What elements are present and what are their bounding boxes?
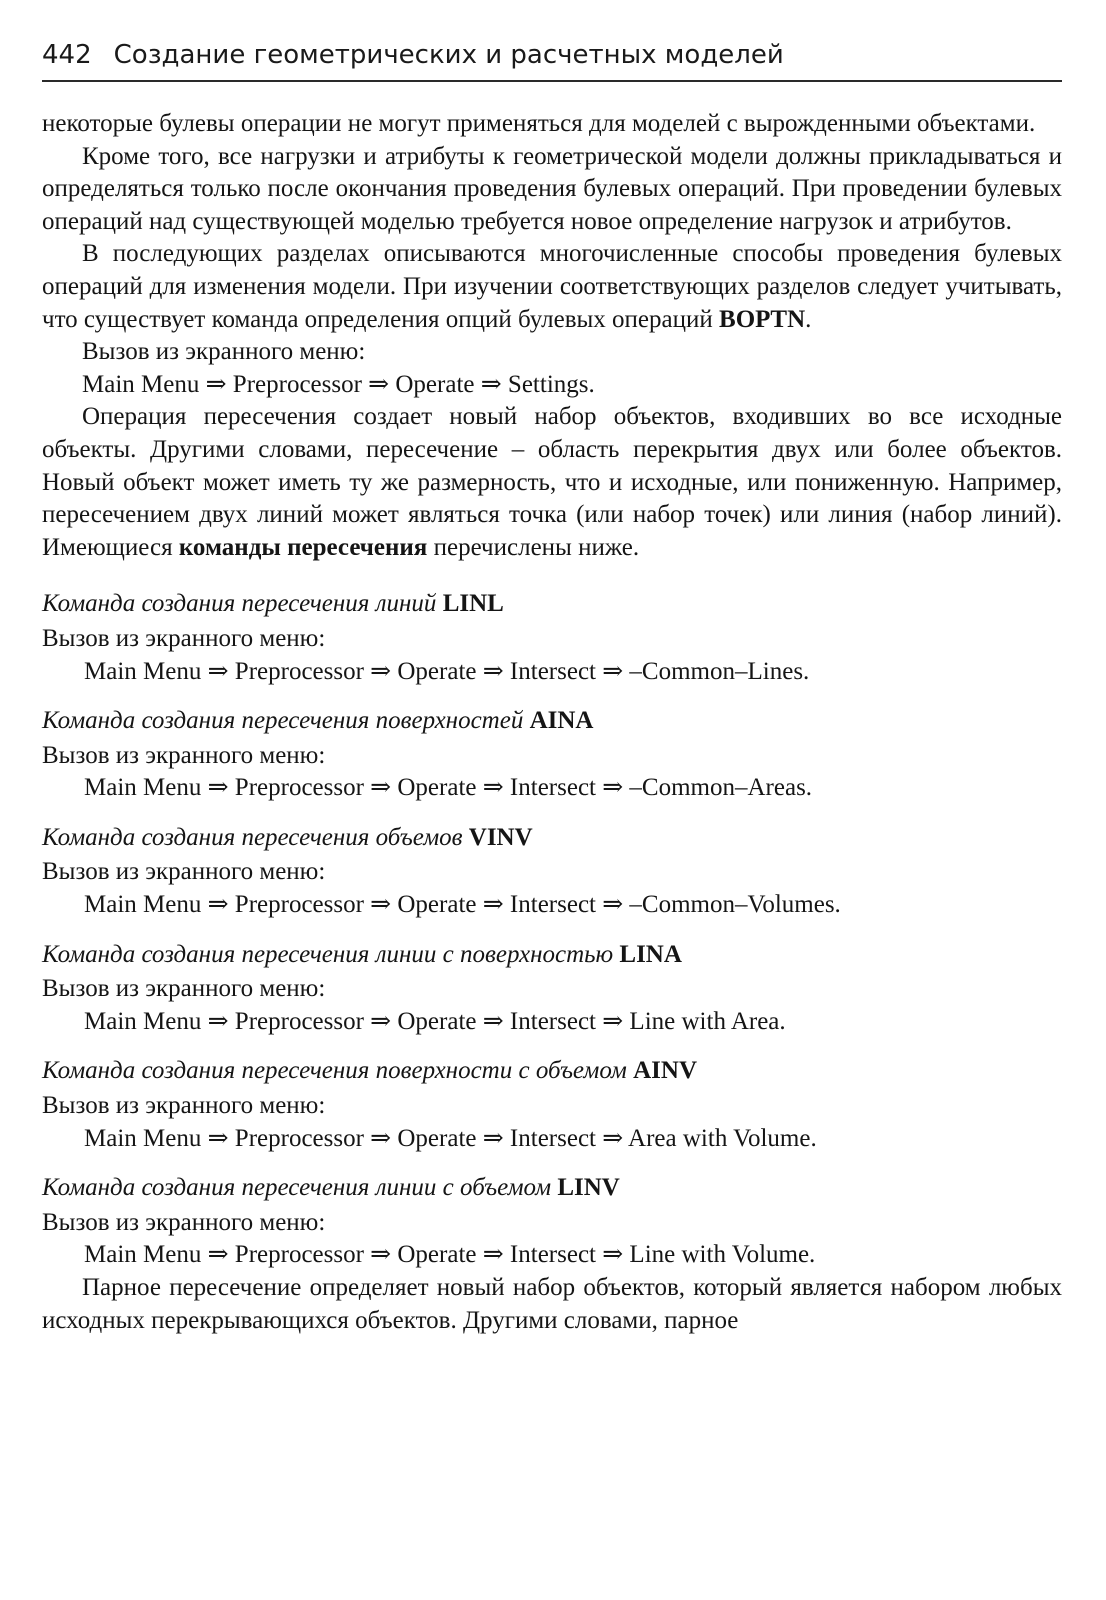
command-title: Команда создания пересечения объемов xyxy=(42,823,463,851)
command-menu-path: Main Menu ⇒ Preprocessor ⇒ Operate ⇒ Intersect ⇒ Line with Volume. xyxy=(84,1241,816,1269)
command-menu-path: Main Menu ⇒ Preprocessor ⇒ Operate ⇒ Intersect ⇒ –Common–Areas. xyxy=(84,774,813,802)
command-code: AINV xyxy=(633,1057,698,1085)
command-title: Команда создания пересечения поверхности с объемом xyxy=(42,1057,627,1085)
command-block-aina xyxy=(42,705,1062,805)
command-call-label: Вызов из экранного меню: xyxy=(42,624,326,652)
book-page xyxy=(42,0,1062,1600)
command-menu-path: Main Menu ⇒ Preprocessor ⇒ Operate ⇒ Intersect ⇒ –Common–Volumes. xyxy=(84,891,841,919)
command-code: LINV xyxy=(557,1174,620,1202)
command-menu-path: Main Menu ⇒ Preprocessor ⇒ Operate ⇒ Intersect ⇒ –Common–Lines. xyxy=(84,657,810,685)
command-title: Команда создания пересечения линий xyxy=(42,590,437,618)
paragraph-loads-attributes: Кроме того, все нагрузки и атрибуты к геометрической модели должны прикладываться и определяться только после окончания проведения булевых операций. При проведении булевых операций над существующей моделью требуется новое определение нагрузок и атрибутов. xyxy=(42,142,1062,235)
page-body xyxy=(42,108,1062,1337)
command-call-label: Вызов из экранного меню: xyxy=(42,1208,326,1236)
chapter-title: Создание геометрических и расчетных моделей xyxy=(113,40,784,70)
paragraph-intersection-end: перечислены ниже. xyxy=(427,533,640,561)
command-heading xyxy=(42,939,1062,972)
command-block-lina xyxy=(42,939,1062,1039)
command-title: Команда создания пересечения поверхностей xyxy=(42,707,524,735)
command-block-vinv xyxy=(42,822,1062,922)
command-call-label: Вызов из экранного меню: xyxy=(42,975,326,1003)
command-menu-path: Main Menu ⇒ Preprocessor ⇒ Operate ⇒ Intersect ⇒ Line with Area. xyxy=(84,1007,786,1035)
command-heading xyxy=(42,1172,1062,1205)
command-code-boptn: BOPTN xyxy=(719,305,806,333)
paragraph-intersection-text: Операция пересечения создает новый набор объектов, входивших во все исходные объекты. Другими словами, пересечение – область перекрытия двух или более объектов. Новый объект может иметь ту же размерность, что и исходные, или пониженную. Например, пересечением двух линий может являться точка (или набор точек) или линия (набор линий). Имеющиеся xyxy=(42,403,1062,561)
command-menu-path: Main Menu ⇒ Preprocessor ⇒ Operate ⇒ Intersect ⇒ Area with Volume. xyxy=(84,1124,817,1152)
command-call-label: Вызов из экранного меню: xyxy=(42,858,326,886)
command-heading xyxy=(42,1055,1062,1088)
page-number: 442 xyxy=(42,40,92,70)
command-code: VINV xyxy=(468,823,533,851)
paragraph-boolean-options xyxy=(42,238,1062,336)
command-heading xyxy=(42,822,1062,855)
command-block-linv xyxy=(42,1172,1062,1272)
command-call-label: Вызов из экранного меню: xyxy=(42,1092,326,1120)
running-header xyxy=(42,38,1062,82)
command-call-label: Вызов из экранного меню: xyxy=(42,741,326,769)
paragraph-intersection xyxy=(42,401,1062,564)
paragraph-pairwise-intersection: Парное пересечение определяет новый набор объектов, который является набором любых исходных перекрывающихся объектов. Другими словами, парное xyxy=(42,1274,1062,1334)
command-code: AINA xyxy=(529,707,594,735)
command-title: Команда создания пересечения линии с объемом xyxy=(42,1174,552,1202)
command-code: LINL xyxy=(442,590,504,618)
menu-call-label: Вызов из экранного меню: xyxy=(82,338,366,366)
intersection-commands-bold: команды пересечения xyxy=(178,533,428,561)
command-block-ainv xyxy=(42,1055,1062,1155)
command-heading xyxy=(42,588,1062,621)
command-title: Команда создания пересечения линии с поверхностью xyxy=(42,940,614,968)
command-code: LINA xyxy=(619,940,682,968)
command-block-linl xyxy=(42,588,1062,688)
command-heading xyxy=(42,705,1062,738)
menu-call-path: Main Menu ⇒ Preprocessor ⇒ Operate ⇒ Settings. xyxy=(82,370,595,398)
paragraph-boolean-options-text: В последующих разделах описываются многочисленные способы проведения булевых операций для изменения модели. При изучении соответствующих разделов следует учитывать, что существует команда определения опций булевых операций xyxy=(42,240,1062,333)
paragraph-continuation: некоторые булевы операции не могут применяться для моделей с вырожденными объектами. xyxy=(42,110,1036,137)
paragraph-boolean-options-end: . xyxy=(805,305,812,333)
